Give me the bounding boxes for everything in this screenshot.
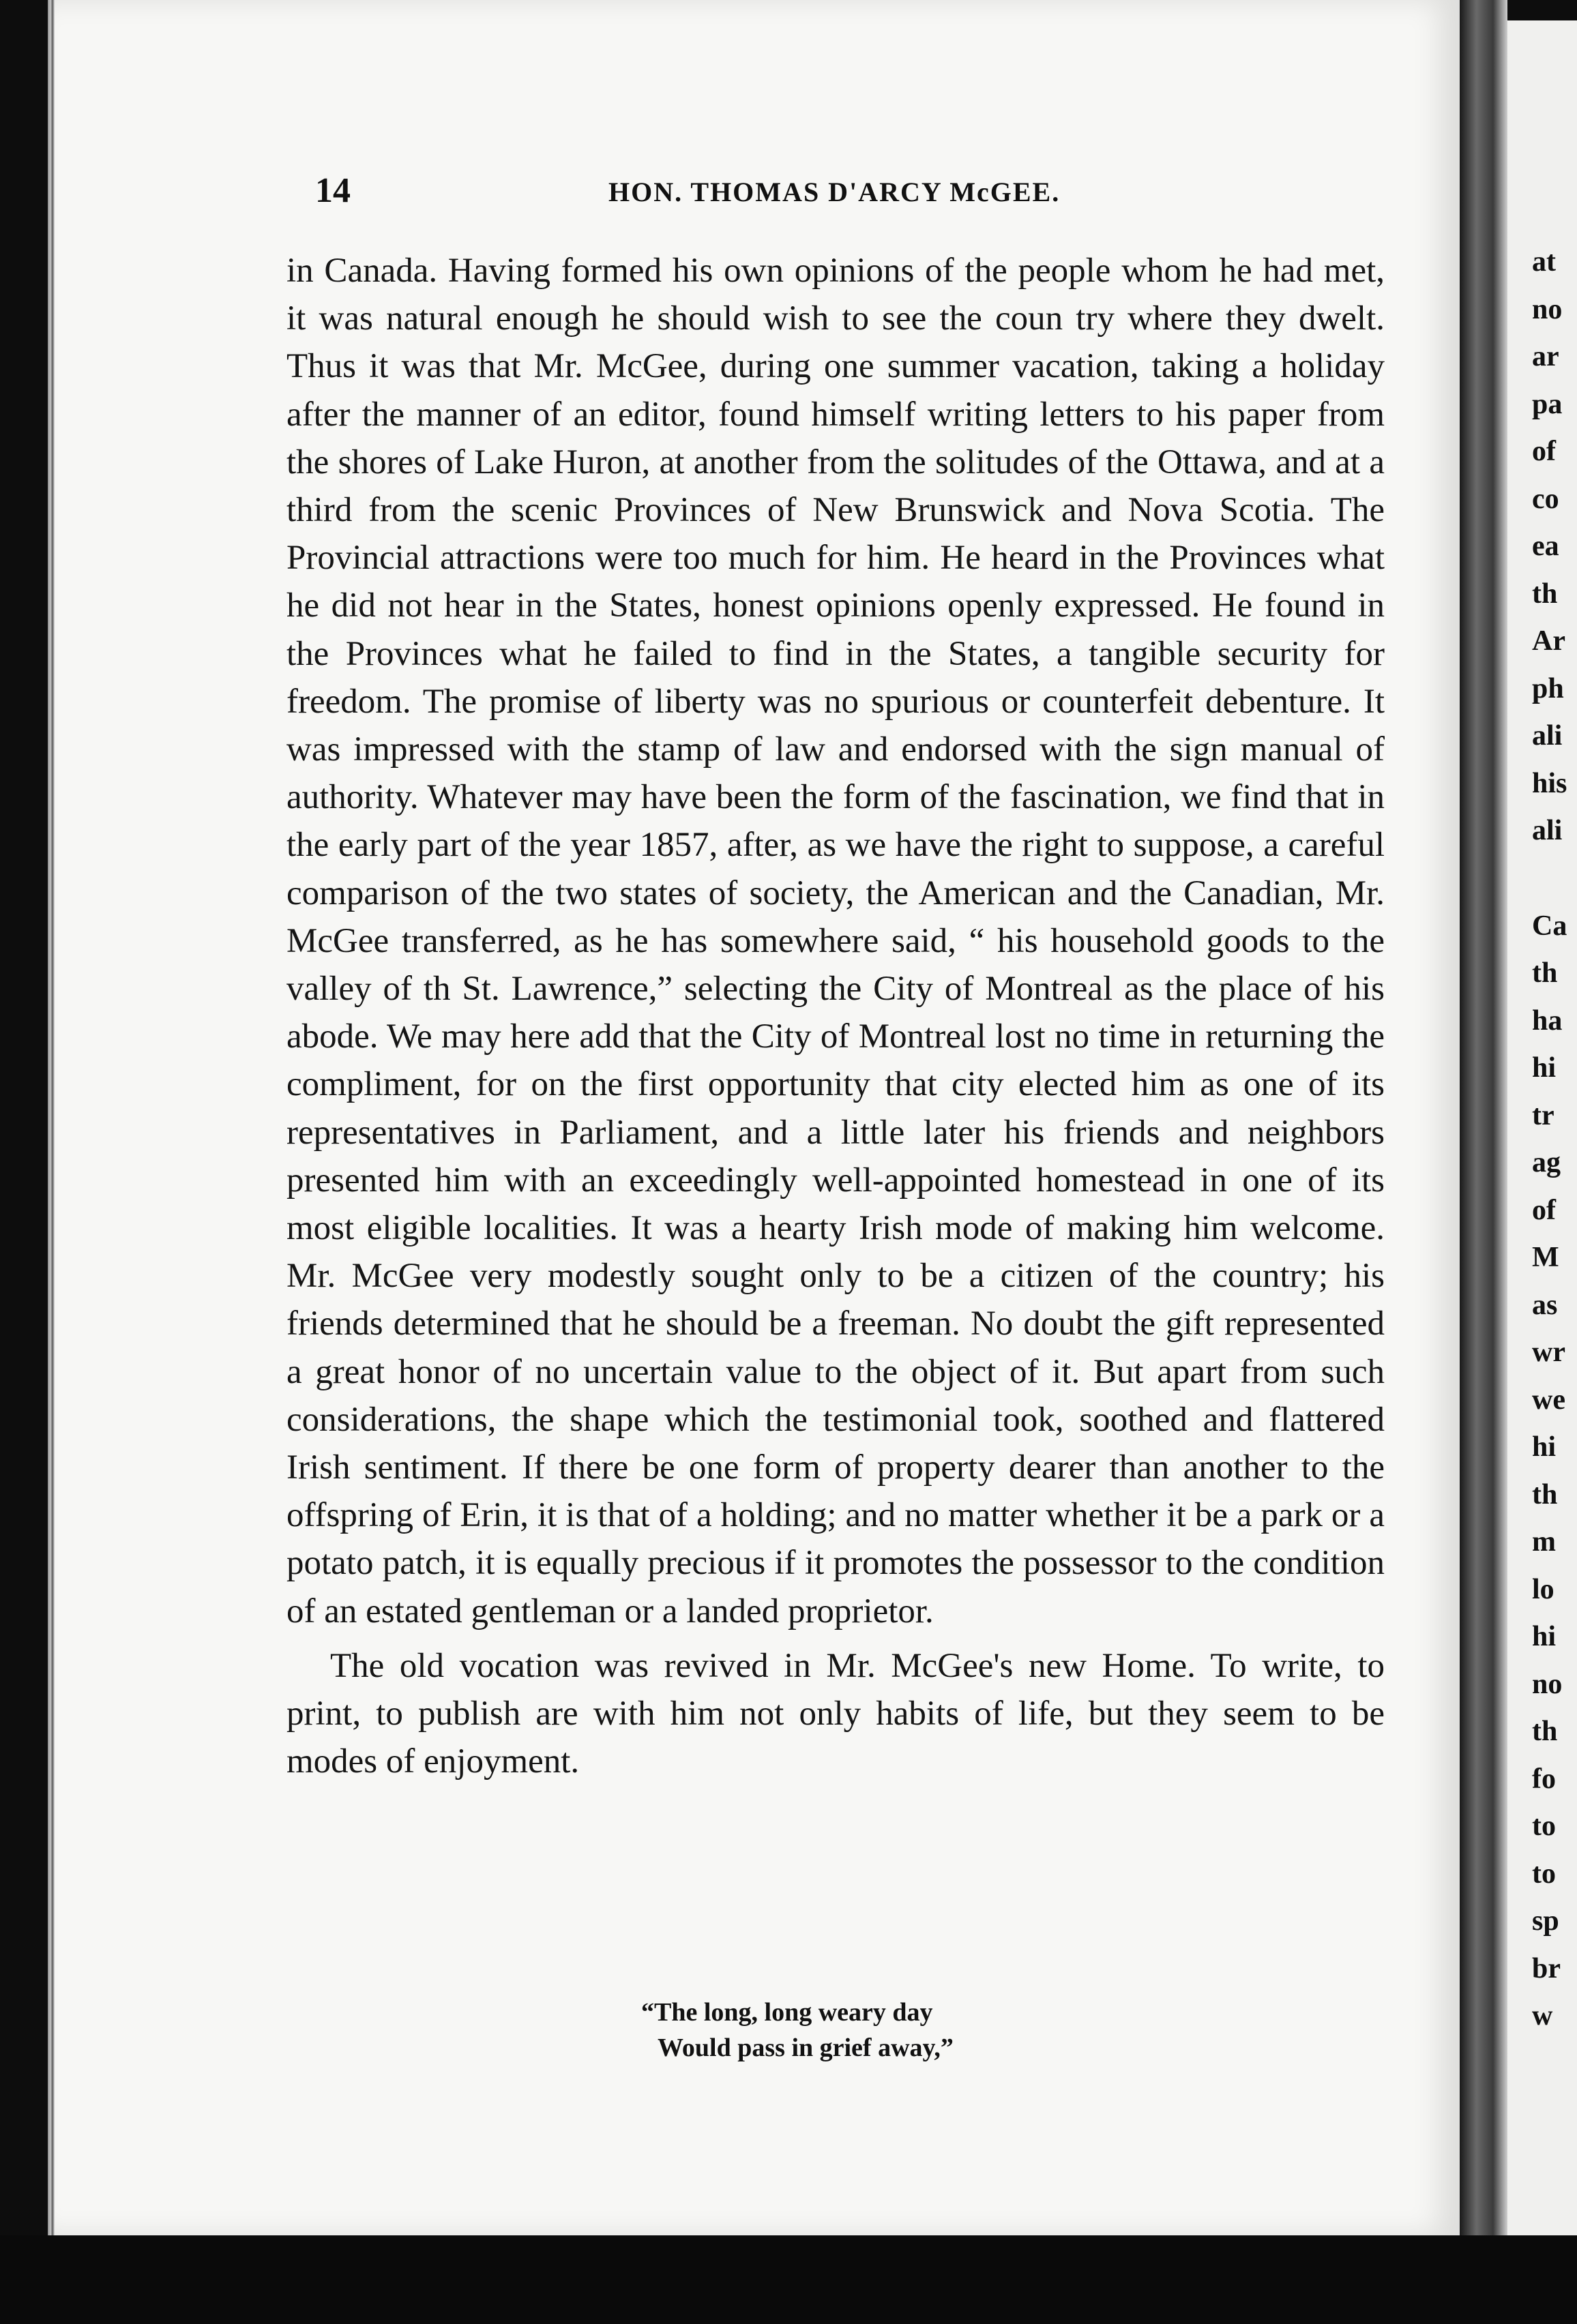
page-header <box>315 170 1366 211</box>
adjacent-page-word: no <box>1532 293 1563 325</box>
adjacent-page-word: w <box>1532 2000 1553 2031</box>
adjacent-page-word: to <box>1532 1811 1556 1842</box>
adjacent-page-word: tr <box>1532 1099 1554 1131</box>
body-text <box>286 247 1385 1786</box>
adjacent-page-word: M <box>1532 1242 1559 1273</box>
adjacent-page-word: pa <box>1532 388 1563 420</box>
adjacent-page-word: at <box>1532 246 1556 278</box>
adjacent-page-word: of <box>1532 1194 1556 1226</box>
adjacent-page-word: ea <box>1532 531 1559 562</box>
adjacent-page-word: to <box>1532 1858 1556 1890</box>
adjacent-page-word: no <box>1532 1668 1563 1700</box>
adjacent-page-word: th <box>1532 578 1558 610</box>
verse-line: “The long, long weary day <box>641 1998 933 2027</box>
adjacent-page-word: wr <box>1532 1337 1565 1368</box>
adjacent-page-word: th <box>1532 1716 1558 1747</box>
adjacent-page-word: his <box>1532 767 1567 799</box>
adjacent-page-fragment <box>1507 20 1577 2237</box>
adjacent-page-word: fo <box>1532 1763 1556 1795</box>
adjacent-page-word: sp <box>1532 1905 1559 1937</box>
adjacent-page-word: ha <box>1532 1004 1563 1037</box>
adjacent-page-word: ar <box>1532 341 1559 372</box>
adjacent-page-word: hi <box>1532 1431 1557 1463</box>
book-gutter <box>1460 0 1507 2324</box>
adjacent-page-word: ali <box>1532 815 1563 846</box>
adjacent-page-word: br <box>1532 1952 1561 1984</box>
adjacent-page-word: th <box>1532 1478 1558 1510</box>
adjacent-page-word: hi <box>1532 1621 1557 1652</box>
verse-quote <box>641 1995 954 2066</box>
adjacent-page-word: ag <box>1532 1147 1561 1178</box>
adjacent-page-word: lo <box>1532 1573 1554 1605</box>
adjacent-page-word: ph <box>1532 672 1564 704</box>
adjacent-page-word: hi <box>1532 1052 1557 1084</box>
verse-line: Would pass in grief away,” <box>658 2034 954 2062</box>
adjacent-page-word: co <box>1532 483 1559 515</box>
adjacent-page-word: th <box>1532 957 1558 989</box>
adjacent-page-word: Ar <box>1532 625 1565 657</box>
paragraph: The old vocation was revived in Mr. McGee's new Home. To write, to print, to publish are with him not only habits of life, but they seem to be modes of enjoyment. <box>286 1646 1385 1781</box>
page-number: 14 <box>315 171 351 210</box>
adjacent-page-word: ali <box>1532 720 1563 751</box>
adjacent-page-word: Ca <box>1532 910 1567 942</box>
paragraph: in Canada. Having formed his own opinions of the people whom he had met, it was natural enough he should wish to see the coun try where they dwelt. Thus it was that Mr. McGee, during one summer vacation, taking a holiday after the manner of an editor, found himself writing letters to his paper from the shores of Lake Huron, at another from the solitudes of the Ottawa, and at a third from the scenic Provinces of New Brunswick and Nova Scotia. The Provincial attractions were too much for him. He heard in the Provinces what he did not hear in the States, honest opinions openly expressed. He found in the Provinces what he failed to find in the States, a tangible security for freedom. The promise of liberty was no spurious or counterfeit debenture. It was impressed with the stamp of law and endorsed with the sign manual of authority. Whatever may have been the form of the fascination, we find that in the early part of the year 1857, after, as we have the right to suppose, a careful comparison of the two states of society, the American and the Canadian, Mr. McGee transferred, as he has somewhere said, “ his household goods to the valley of th St. Lawrence,” selecting the City of Montreal as the place of his abode. We may here add that the City of Montreal lost no time in returning the compliment, for on the first opportunity that city elected him as one of its representatives in Parliament, and a little later his friends and neighbors presented him with an exceedingly well-appointed homestead in one of its most eligible localities. It was a hearty Irish mode of making him welcome. Mr. McGee very modestly sought only to be a citizen of the country; his friends determined that he should be a freeman. No doubt the gift represented a great honor of no uncertain value to the object of it. But apart from such considerations, the shape which the testimonial took, soothed and flattered Irish sentiment. If there be one form of property dearer than another to the offspring of Erin, it is that of a holding; and no matter whether it be a park or a potato patch, it is equally precious if it promotes the possessor to the condition of an estated gentleman or a landed proprietor. <box>286 252 1385 1630</box>
adjacent-page-word: as <box>1532 1289 1558 1321</box>
scan-border <box>0 2235 1577 2324</box>
adjacent-page-word: we <box>1532 1384 1565 1416</box>
running-head: HON. THOMAS D'ARCY McGEE. <box>608 177 1061 207</box>
adjacent-page-word: m <box>1532 1526 1556 1558</box>
adjacent-page-word: of <box>1532 436 1556 467</box>
